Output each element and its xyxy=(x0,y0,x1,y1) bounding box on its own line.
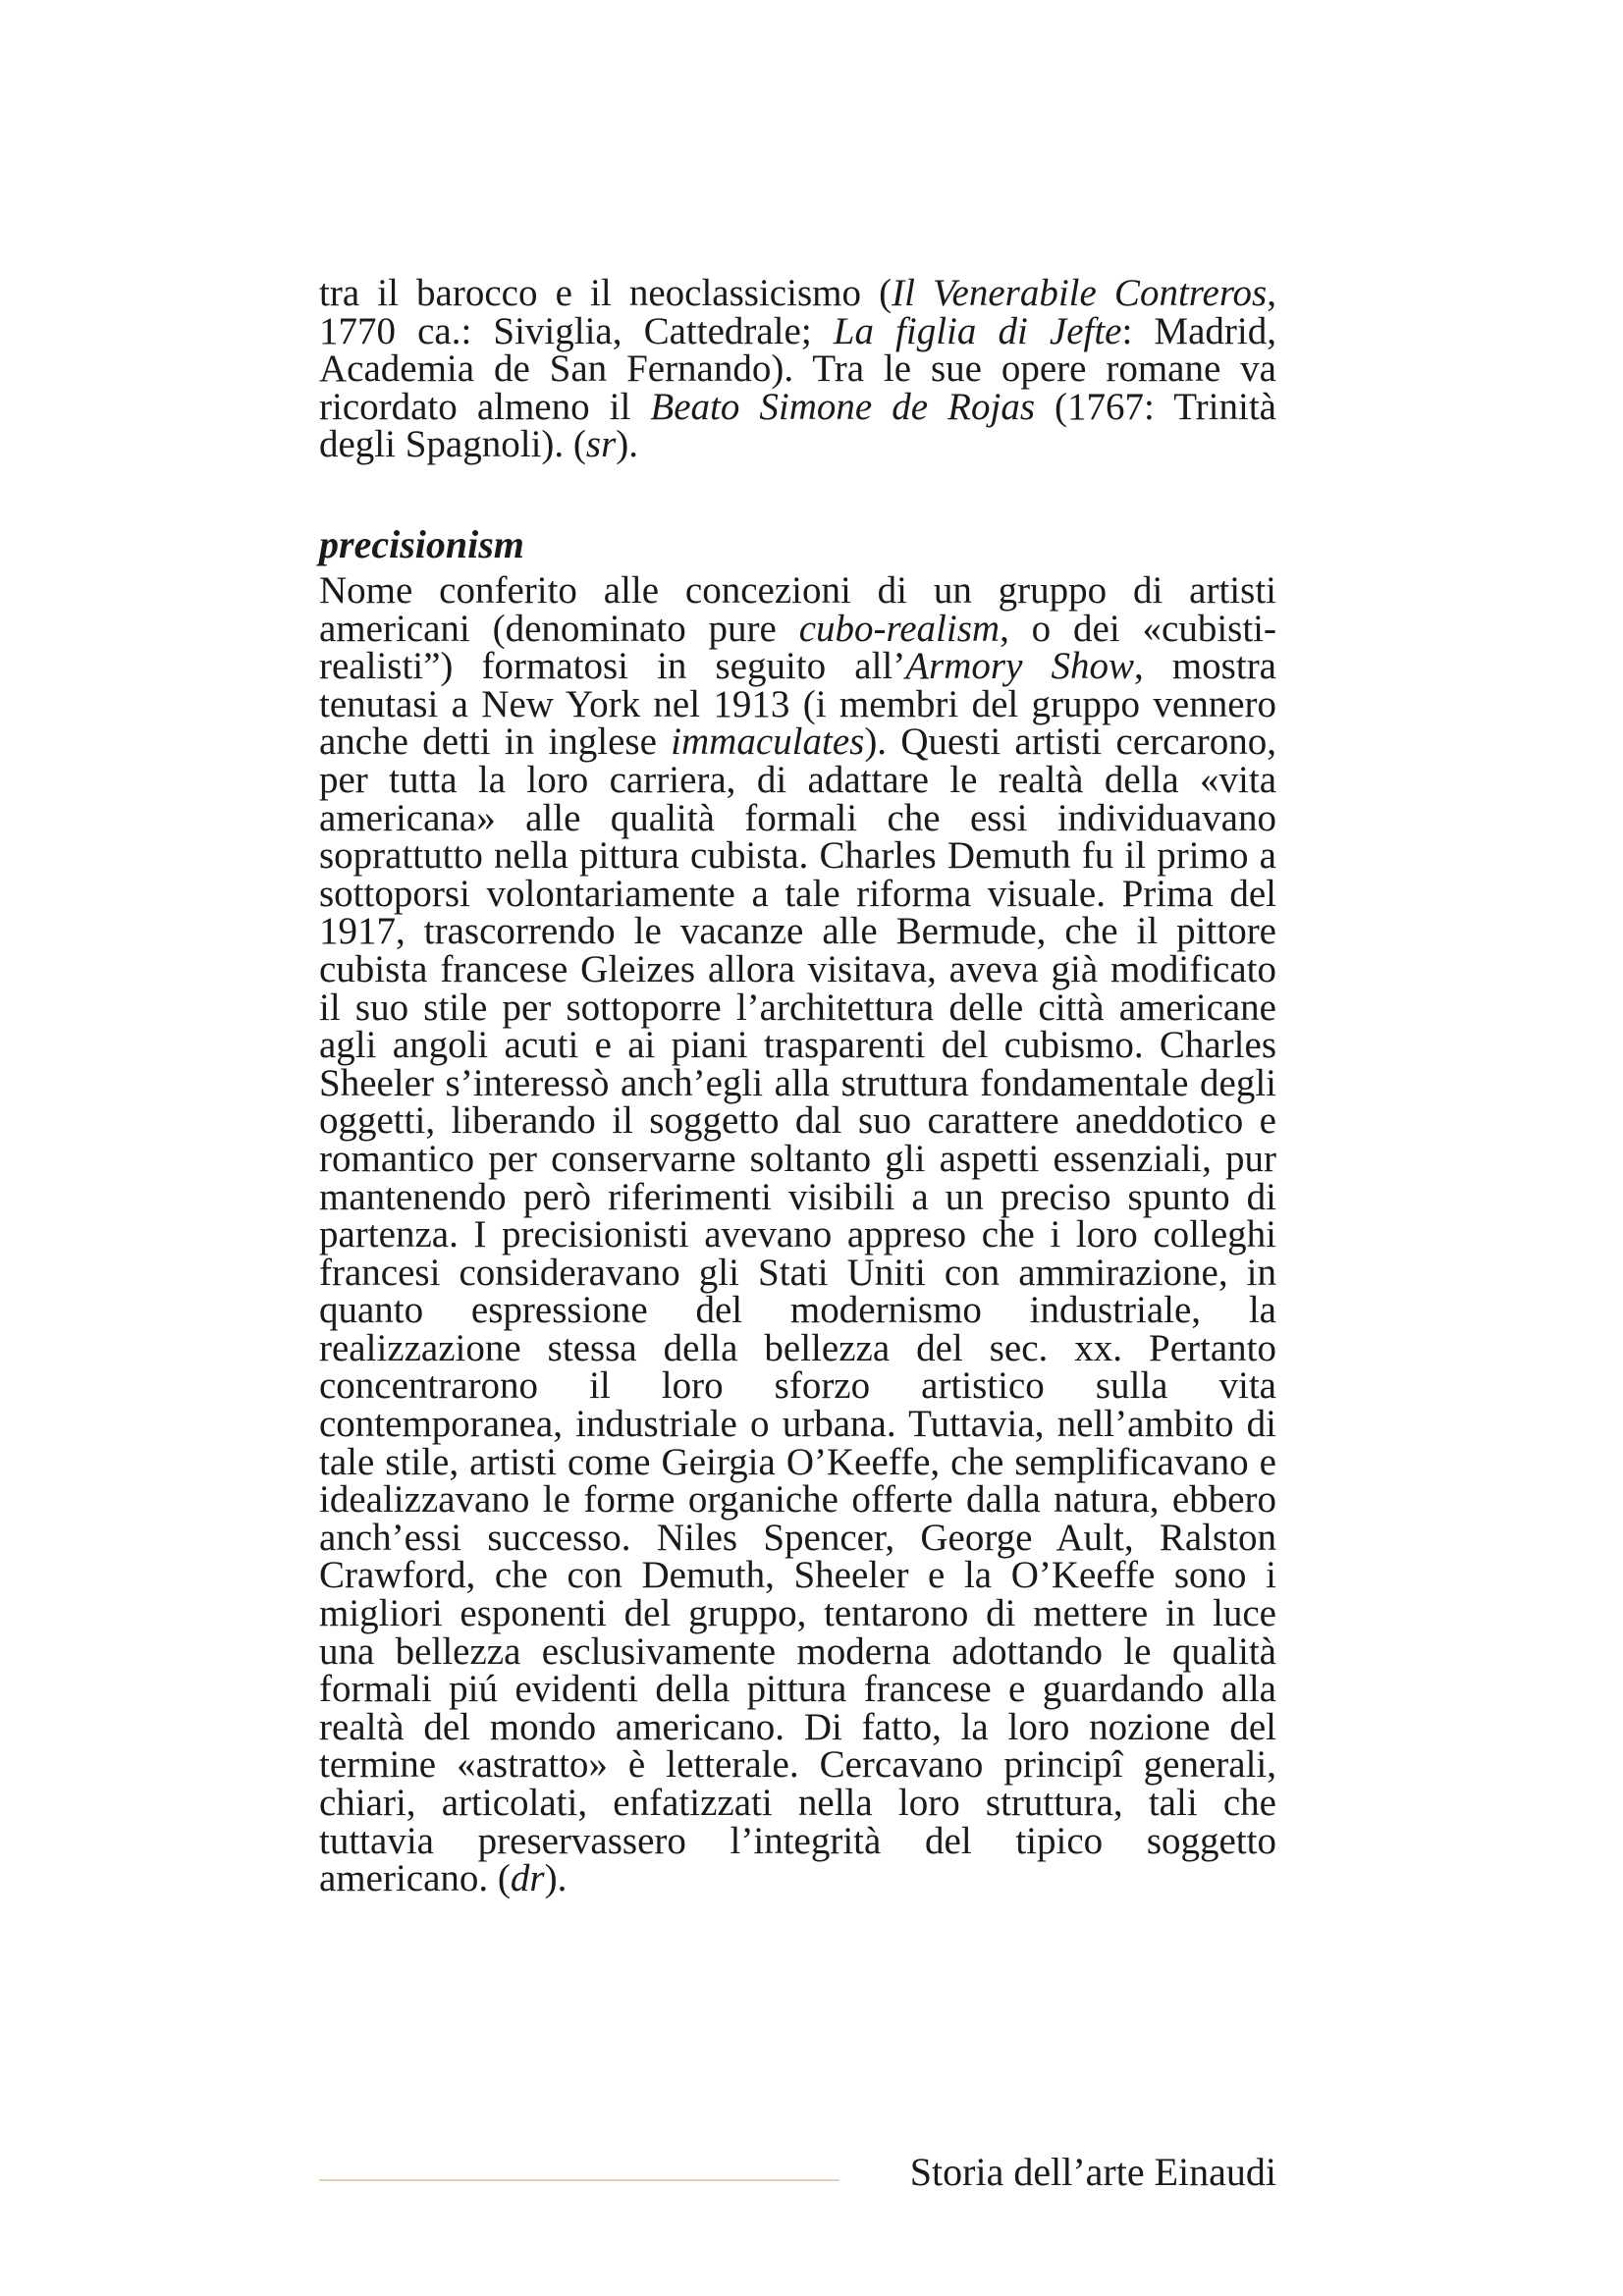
entry-text-run: , o dei «cubisti-realisti”) formatosi in seguito all’ xyxy=(319,607,1276,688)
entry-text-run: ). xyxy=(544,1857,568,1900)
italic-term: immaculates xyxy=(671,721,865,764)
intro-text-run: : Madrid, Academia de San Fernando). Tra le sue opere romane va ricordato almeno il xyxy=(319,309,1276,428)
entry-text-run: , mostra tenutasi a New York nel 1913 (i membri del gruppo vennero anche detti in inglese xyxy=(319,645,1276,764)
author-initials: dr xyxy=(510,1857,545,1900)
intro-text-run: , 1770 ca.: Siviglia, Cattedrale; xyxy=(319,272,1276,352)
author-initials: sr xyxy=(585,423,617,466)
artwork-title: Beato Simone de Rojas xyxy=(650,385,1035,428)
entry-title: precisionism xyxy=(319,522,524,566)
intro-text-run: (1767: Trinità degli Spagnoli). ( xyxy=(319,385,1276,466)
italic-term: Armory Show xyxy=(905,645,1134,688)
artwork-title: Il Venerabile Contreros xyxy=(892,272,1268,314)
intro-text-run: tra il barocco e il neoclassicismo ( xyxy=(319,272,893,314)
entry-text-run: Nome conferito alle concezioni di un gruppo di artisti americani (denominato pure xyxy=(319,569,1276,650)
intro-paragraph xyxy=(319,272,1276,466)
footer-title: Storia dell’arte Einaudi xyxy=(909,2150,1276,2194)
footer-rule xyxy=(319,2179,839,2181)
entry-text-run: ). Questi artisti cercarono, per tutta la loro carriera, di adattare le realtà della «vita americana» alle qualità formali che essi individuavano soprattutto nella pittura cubista. Charles Demuth fu il primo a sottoporsi volontariamente a tale riforma visuale. Prima del 1917, trascorrendo le vacanze alle Bermude, che il pittore cubista francese Gleizes allora visitava, aveva già modificato il suo stile per sottoporre l’architettura delle città americane agli angoli acuti e ai piani trasparenti del cubismo. Charles Sheeler s’interessò anch’egli alla struttura fondamentale degli oggetti, liberando il soggetto dal suo carattere aneddotico e romantico per conservarne soltanto gli aspetti essenziali, pur mantenendo però riferimenti visibili a un preciso spunto di partenza. I precisionisti avevano appreso che i loro colleghi francesi consideravano gli Stati Uniti con ammirazione, in quanto espressione del modernismo industriale, la realizzazione stessa della bellezza del sec. xx. Pertanto concentrarono il loro sforzo artistico sulla vita contemporanea, industriale o urbana. Tuttavia, nell’ambito di tale stile, artisti come Geirgia O’Keeffe, che semplificavano e idealizzavano le forme organiche offerte dalla natura, ebbero anch’essi successo. Niles Spencer, George Ault, Ralston Crawford, che con Demuth, Sheeler e la O’Keeffe sono i migliori esponenti del gruppo, tentarono di mettere in luce una bellezza esclusivamente moderna adottando le qualità formali piú evidenti della pittura francese e guardando alla realtà del mondo americano. Di fatto, la loro nozione del termine «astratto» è letterale. Cercavano principî generali, chiari, articolati, enfatizzati nella loro struttura, tali che tuttavia preservassero l’integrità del tipico soggetto americano. ( xyxy=(319,721,1276,1900)
italic-term: cubo-realism xyxy=(798,607,1001,650)
intro-text xyxy=(319,272,1276,466)
intro-text-run: ). xyxy=(616,423,638,466)
entry-body xyxy=(319,569,1276,1900)
artwork-title: La figlia di Jefte xyxy=(833,309,1122,352)
entry-text xyxy=(319,569,1276,1900)
